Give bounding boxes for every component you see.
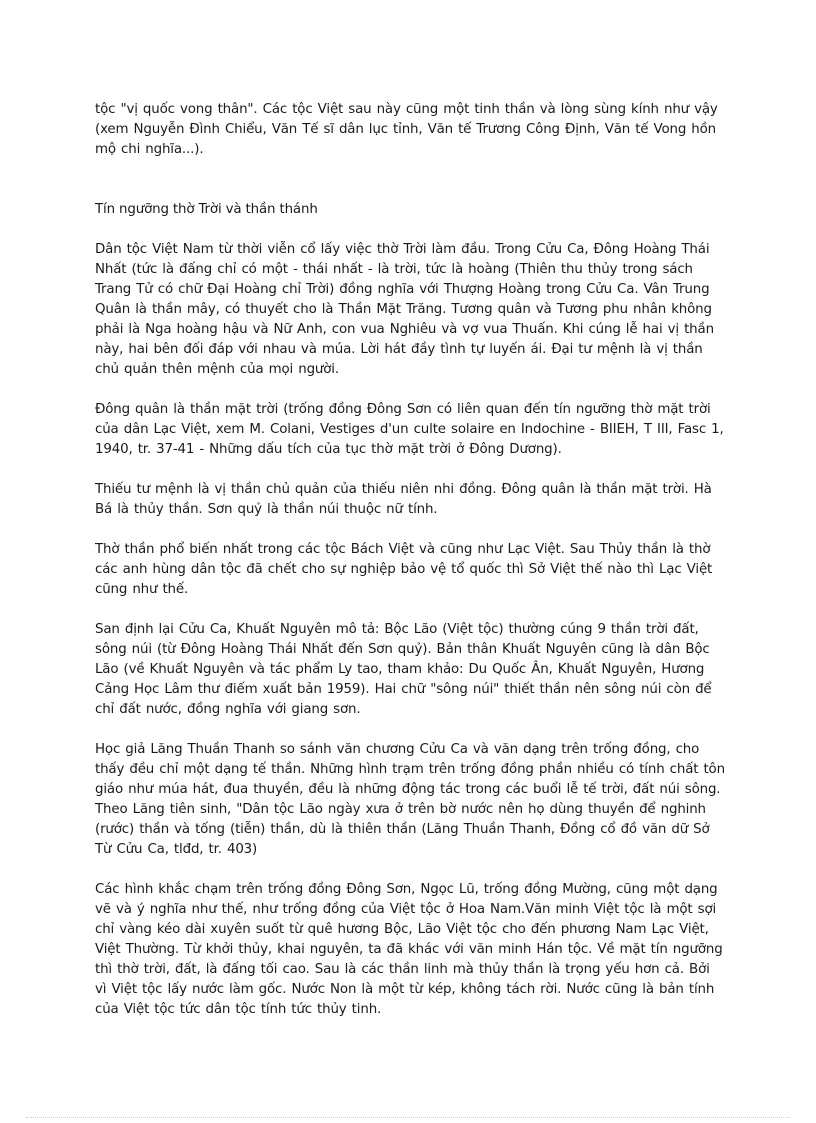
paragraph-intro: tộc "vị quốc vong thân". Các tộc Việt sau này cũng một tinh thần và lòng sùng kính như vậy (xem Nguyễn Đình Chiểu, Văn Tế sĩ dân lục tỉnh, Văn tế Trương Công Định, Văn tế Vong hồn mộ chi nghĩa...).: [95, 102, 718, 157]
paragraph-2: Đông quân là thần mặt trời (trống đồng Đông Sơn có liên quan đến tín ngưỡng thờ mặt trời của dân Lạc Việt, xem M. Colani, Vestiges d'un culte solaire en Indochine - BIIEH, T III, Fasc 1, 1940, tr. 37-41 - Những dấu tích của tục thờ mặt trời ở Đông Dương).: [95, 402, 724, 457]
page-bottom-divider: [26, 1117, 790, 1118]
paragraph-6: Học giả Lăng Thuần Thanh so sánh văn chương Cửu Ca và văn dạng trên trống đồng, cho thấy đều chỉ một dạng tế thần. Những hình trạm trên trống đồng phần nhiều có tính chất tôn giáo như múa hát, đua thuyền, đều là những động tác trong các buổi lễ tế trời, đất núi sông. Theo Lăng tiên sinh, "Dân tộc Lão ngày xưa ở trên bờ nước nên họ dùng thuyền để nghinh (rước) thần và tống (tiễn) thần, dù là thiên thần (Lăng Thuần Thanh, Đồng cổ đồ văn dữ Sở Từ Cửu Ca, tlđd, tr. 403): [95, 742, 725, 857]
paragraph-1: Dân tộc Việt Nam từ thời viễn cổ lấy việc thờ Trời làm đầu. Trong Cửu Ca, Đông Hoàng Thái Nhất (tức là đấng chỉ có một - thái nhất - là trời, tức là hoàng (Thiên thu thủy trong sách Trang Tử có chữ Đại Hoàng chỉ Trời) đồng nghĩa với Thượng Hoàng trong Cửu Ca. Vân Trung Quân là thần mây, có thuyết cho là Thần Mặt Trăng. Tương quân và Tương phu nhân không phải là Nga hoàng hậu và Nữ Anh, con vua Nghiêu và vợ vua Thuấn. Khi cúng lễ hai vị thần này, hai bên đối đáp với nhau và múa. Lời hát đầy tình tự luyến ái. Đại tư mệnh là vị thần chủ quản thên mệnh của mọi người.: [95, 242, 714, 377]
section-heading: Tín ngưỡng thờ Trời và thần thánh: [95, 202, 318, 217]
paragraph-3: Thiếu tư mệnh là vị thần chủ quản của thiếu niên nhi đồng. Đông quân là thần mặt trời. Hà Bá là thủy thần. Sơn quỷ là thần núi thuộc nữ tính.: [95, 482, 712, 517]
paragraph-5: San định lại Cửu Ca, Khuất Nguyên mô tả: Bộc Lão (Việt tộc) thường cúng 9 thần trời đất, sông núi (từ Đông Hoàng Thái Nhất đến Sơn quỷ). Bản thân Khuất Nguyên cũng là dân Bộc Lão (về Khuất Nguyên và tác phẩm Ly tao, tham khảo: Du Quốc Ân, Khuất Nguyên, Hương Cảng Học Lâm thư điếm xuất bản 1959). Hai chữ "sông núi" thiết thần nên sông núi còn để chỉ đất nước, đồng nghĩa với giang sơn.: [95, 622, 712, 717]
paragraph-7: Các hình khắc chạm trên trống đồng Đông Sơn, Ngọc Lũ, trống đồng Mường, cũng một dạng vẽ và ý nghĩa như thế, như trống đồng của Việt tộc ở Hoa Nam.Văn minh Việt tộc là một sợi chỉ vàng kéo dài xuyên suốt từ quê hương Bộc, Lão Việt tộc cho đến phương Nam Lạc Việt, Việt Thường. Từ khởi thủy, khai nguyên, ta đã khác với văn minh Hán tộc. Về mặt tín ngưỡng thì thờ trời, đất, là đấng tối cao. Sau là các thần linh mà thủy thần là trọng yếu hơn cả. Bởi vì Việt tộc lấy nước làm gốc. Nước Non là một từ kép, không tách rời. Nước cũng là bản tính của Việt tộc tức dân tộc tính tức thủy tinh.: [95, 882, 723, 1017]
paragraph-4: Thờ thần phổ biến nhất trong các tộc Bách Việt và cũng như Lạc Việt. Sau Thủy thần là thờ các anh hùng dân tộc đã chết cho sự nghiệp bảo vệ tổ quốc thì Sở Việt thế nào thì Lạc Việt cũng như thế.: [95, 542, 713, 597]
document-page: [95, 100, 725, 1040]
